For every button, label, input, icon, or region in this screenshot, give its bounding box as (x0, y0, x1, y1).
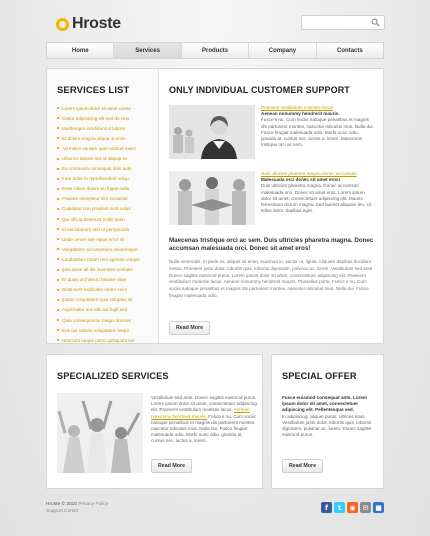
service-item[interactable] (57, 244, 149, 254)
bullet-icon (57, 198, 59, 200)
offer-title: SPECIAL OFFER (282, 371, 357, 381)
service-item[interactable] (57, 265, 149, 275)
support-item-body: Fusce s nu. Cum sociis natoque penatibus et magnis dis parturient montes, nascetur ridiculus mus. Nulla dui. Fusce feugiat malesuada odio. Morbi nunc odio, gravida at, cursus nec, luctus a, lorem. Maecenas tristique orci ac sem. (261, 117, 374, 148)
special-offer-panel (271, 354, 384, 489)
specialized-title: SPECIALIZED SERVICES (57, 371, 169, 381)
service-item-label: Cupidatat non proident sunt culpa (62, 206, 131, 212)
service-item[interactable] (57, 254, 149, 264)
bullet-icon (57, 107, 59, 109)
service-item[interactable] (57, 143, 149, 153)
service-item-label: Voluptatem accusantium doloremque (62, 246, 138, 252)
bullet-icon (57, 329, 59, 331)
privacy-link[interactable]: Privacy Policy (78, 502, 109, 507)
service-item-label: Unde omnis iste natus error sit (62, 236, 125, 242)
bullet-icon (57, 117, 59, 119)
bullet-icon (57, 299, 59, 301)
nav-company[interactable]: Company (249, 43, 316, 58)
service-item[interactable] (57, 123, 149, 133)
service-item[interactable] (57, 113, 149, 123)
facebook-icon[interactable]: f (321, 502, 332, 513)
bullet-icon (57, 137, 59, 139)
service-item-label: Ea commodo consequat duis aute (62, 166, 132, 172)
businesswoman-photo (169, 105, 255, 159)
service-item-label: Dicta sunt explicabo nemo enim (62, 287, 128, 293)
mail-icon[interactable]: ✉ (360, 502, 371, 513)
bullet-icon (57, 147, 59, 149)
service-item[interactable] (57, 285, 149, 295)
social-links (321, 502, 384, 513)
service-item-label: Et dolore magna aliqua ut enim (62, 135, 126, 141)
support-item-text (261, 171, 375, 229)
offer-text (282, 395, 378, 438)
nav-contacts[interactable]: Contacts (336, 47, 363, 54)
bullet-icon (57, 178, 59, 180)
service-item[interactable] (57, 214, 149, 224)
service-item-label: Ullamco laboris nisi ut aliquip ex (62, 156, 128, 162)
top-panel (46, 68, 384, 344)
bullet-icon (57, 208, 59, 210)
bullet-icon (57, 158, 59, 160)
handshake-photo (169, 171, 255, 225)
service-item[interactable] (57, 234, 149, 244)
nav-home[interactable]: Home (47, 43, 114, 58)
read-more-button[interactable]: Read More (282, 459, 323, 473)
bullet-icon (57, 127, 59, 129)
service-item[interactable] (57, 133, 149, 143)
support-section (169, 69, 383, 343)
bullet-icon (57, 269, 59, 271)
service-item[interactable] (57, 224, 149, 234)
services-title: SERVICES LIST (57, 85, 130, 96)
service-item-label: Laudantium totam rem aperiam eaque (62, 256, 140, 262)
offer-body: In adipiscing, aliquet purus, ultrices risus. Vestibulum justo dolor, lobortis quis, lobortis dignissim, pulvinar ac, lorem. Donec sagittis euismod purus. (282, 413, 372, 438)
bullet-icon (57, 228, 59, 230)
service-item[interactable] (57, 204, 149, 214)
read-more-button[interactable]: Read More (151, 459, 192, 473)
support-item (169, 105, 375, 163)
support-item-body: Duis ultricies pharetra magna. Donec accumsan malesuada orci. Donec sit amet eros. Lorem ipsum dolor sit amet, consectetuer adipiscing elit. Mauris fermentum dictum magna. Sed laoreet aliquam leo. Ut tellus dolor, dapibus eget. (261, 183, 372, 214)
support-item-heading: Aenean nonummy hendrerit mauris. (261, 111, 340, 117)
search-input[interactable] (302, 21, 368, 34)
service-item[interactable] (57, 194, 149, 204)
team-celebration-photo (57, 393, 143, 473)
delicious-icon[interactable]: ■ (373, 502, 384, 513)
read-more-button[interactable]: Read More (169, 321, 210, 335)
bullet-icon (57, 339, 59, 341)
service-item-label: Ipsa quae ab illo inventore veritatis (62, 267, 133, 273)
service-item-label: Ctetur adipisicing elit sed do eius (62, 115, 130, 121)
service-item[interactable] (57, 275, 149, 285)
support-title: ONLY INDIVIDUAL CUSTOMER SUPPORT (169, 85, 350, 95)
support-item-text (261, 105, 375, 163)
support-lead: Maecenas tristique orci ac sem. Duis ultricies pharetra magna. Donec accumsan malesuada orci. Donec sit amet eros! (169, 237, 374, 252)
service-item-label: Ad minim veniam quis nostrud exerc (62, 145, 137, 151)
service-item-label: Qui officia deserunt mollit anim (62, 216, 125, 222)
bullet-icon (57, 309, 59, 311)
specialized-panel (46, 354, 263, 489)
support-center-link[interactable]: Support Center (46, 508, 79, 514)
service-item[interactable] (57, 315, 149, 325)
bullet-icon (57, 248, 59, 250)
services-list (57, 103, 149, 345)
twitter-icon[interactable]: t (334, 502, 345, 513)
footer (46, 502, 384, 524)
specialized-text-b: Fusce s nu. Cum sociis natoque penatibus et magnis dis parturient montes, nascetur ridiculus mus. Nulla dui. Fusce feugiat malesuada odio. Morbi nunc odio, gravida at, cursus nec, luctus a, lorem. (151, 413, 256, 444)
bullet-icon (57, 319, 59, 321)
nav-products[interactable]: Products (182, 43, 249, 58)
service-item-label: Ipsam voluptatem quia voluptas sit (62, 297, 133, 303)
main-nav (46, 42, 384, 59)
copyright: Hroste © 2010 (46, 502, 77, 507)
service-item[interactable] (57, 325, 149, 335)
support-item-link[interactable]: Duis ultricies pharetra magna donec accumsan (261, 171, 357, 176)
service-item[interactable] (57, 295, 149, 305)
specialized-text-a: Vestibulum sed ante. Donec sagittis euismod purus. Lorem ipsum dolor sit amet, consectetuer adipiscing elit. Praesent vestibulum molestie lacus. (151, 395, 257, 413)
support-item-link[interactable]: Praesent vestibulum molestie lacus (261, 105, 334, 110)
service-item-label: Eos qui ratione voluptatem sequi (62, 327, 129, 333)
services-sidebar (47, 69, 159, 343)
nav-services[interactable]: Services (114, 43, 181, 58)
support-item-heading: Malesuada orci donec sit amet eros! (261, 177, 341, 183)
service-item-label: Irure dolor in reprehenderit volup (62, 176, 129, 182)
service-item[interactable] (57, 153, 149, 163)
service-item[interactable] (57, 164, 149, 174)
service-item-label: Lorem ipsum dolor sit amet conse (62, 105, 131, 111)
service-item[interactable] (57, 103, 149, 113)
logo[interactable] (56, 15, 121, 33)
service-item-label: Quia consequuntur magni dolores (62, 317, 131, 323)
specialized-text (151, 395, 257, 445)
service-item-label: Modtempor incididunt ut labore (62, 125, 126, 131)
logo-ring-icon (56, 18, 69, 31)
bullet-icon (57, 218, 59, 220)
service-item-label: Pariatur excepteur sint occaecat (62, 196, 128, 202)
specialized-link[interactable]: Aenean nonummy hendrerit mauris. (151, 407, 250, 419)
bullet-icon (57, 289, 59, 291)
rss-icon[interactable]: ◉ (347, 502, 358, 513)
service-item[interactable] (57, 174, 149, 184)
search-box (301, 15, 385, 30)
service-item[interactable] (57, 305, 149, 315)
service-item-label: Et quasi architecto beatae vitae (62, 277, 127, 283)
bullet-icon (57, 168, 59, 170)
search-icon[interactable] (371, 18, 380, 27)
service-item[interactable] (57, 184, 149, 194)
service-item-label: Nesciunt neque porro quisquam est (62, 337, 135, 343)
service-item-label: Esse cillum dolore eu fugiat nulla (62, 186, 130, 192)
logo-text: Hroste (72, 15, 121, 32)
bullet-icon (57, 258, 59, 260)
service-item-label: Aspernatur aut odit aut fugit sed (62, 307, 128, 313)
bullet-icon (57, 188, 59, 190)
bullet-icon (57, 238, 59, 240)
support-body: Nulla venenatis. In pede mi, aliquet sit amet, euismod in, auctor ut, ligula. Aliquam dapibus tincidunt metus. Praesent justo dolor, lobortis quis, lobortis dignissim, pulvinar ac, lorem. Vestibulum sed ante. Donec sagittis euismod purus. Lorem ipsum dolor sit amet, consectetuer adipiscing elit. Praesent vestibulum molestie lacus. Aenean nonummy hendrerit mauris. Phasellus porta. Fusce s nu. Cum sociis natoque penatibus et magnis dis parturient montes, nascetur ridiculus mus. Nulla dui. Fusce feugiat malesuada odio. (169, 259, 374, 298)
offer-strong: Fusce euismod consequat ante. Lorem ipsum dolor sit amet, consectetuer adipiscing elit. Pellentesque sed. (282, 395, 368, 413)
service-item-label: Id est laborum sed ut perspiciatis (62, 226, 130, 232)
service-item[interactable] (57, 335, 149, 345)
support-item (169, 171, 375, 229)
bullet-icon (57, 279, 59, 281)
